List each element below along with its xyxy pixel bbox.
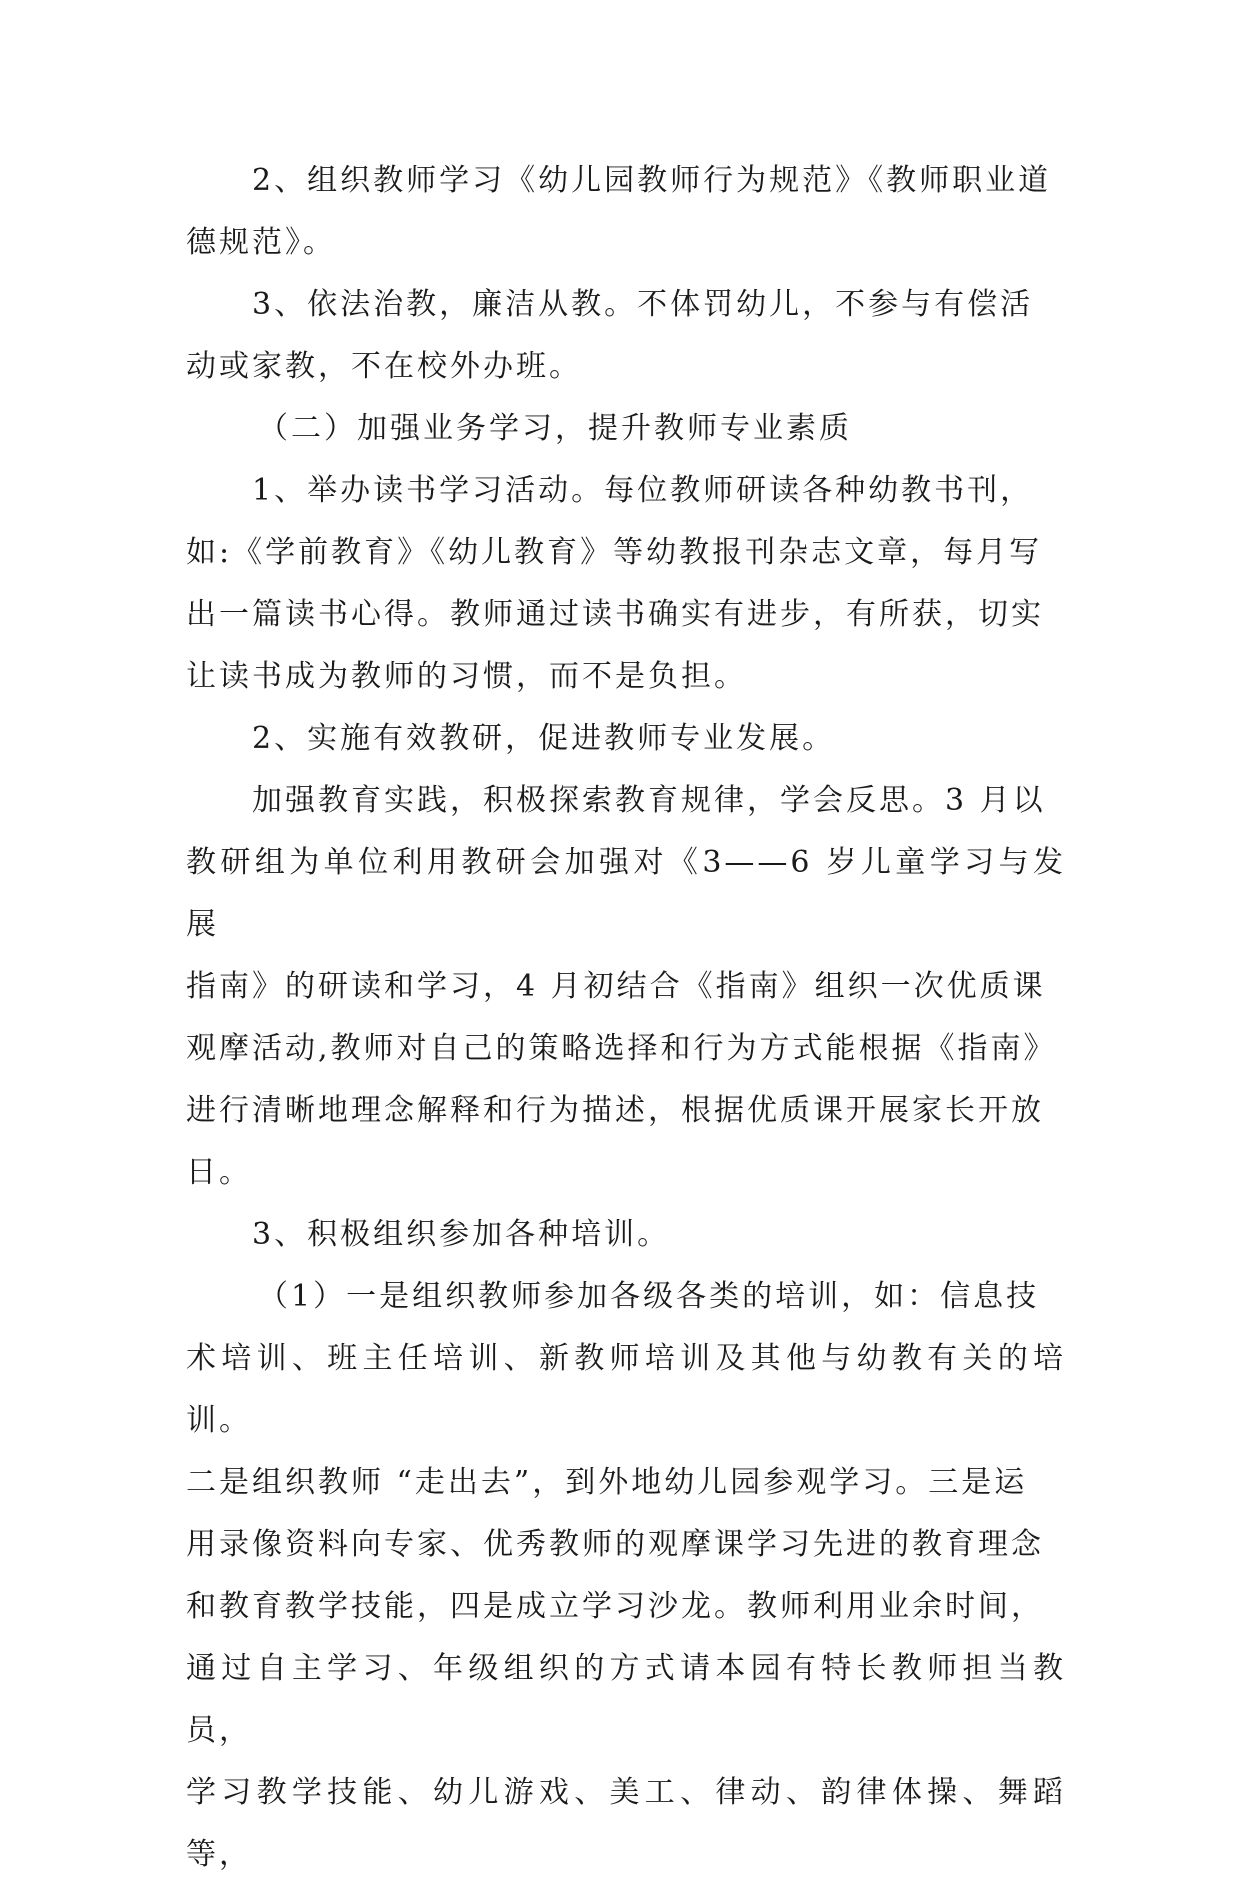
paragraph-2: 3、依法治教，廉洁从教。不体罚幼儿，不参与有偿活 动或家教，不在校外办班。 — [186, 287, 1034, 384]
paragraph-7: （1）一是组织教师参加各级各类的培训，如：信息技 术培训、班主任培训、新教师培训及其他与幼教有关的培训。 二是组织教师 “走出去”，到外地幼儿园参观学习。三是运 用录像资料向专家、优秀教师的观摩课学习先进的教育理念 和教育教学技能，四是成立学习沙龙。教师利用业余时间， 通过自主学习、年级组织的方式请本园有特长教师担当教员， 学习教学技能、幼儿游戏、美工、律动、韵律体操、舞蹈等， — [186, 1279, 1066, 1872]
paragraph-5: 加强教育实践，积极探索教育规律，学会反思。3 月以 教研组为单位利用教研会加强对《3——6 岁儿童学习与发展 指南》的研读和学习，4 月初结合《指南》组织一次优质课 观摩活动,教师对自己的策略选择和行为方式能根据《指南》 进行清晰地理念解释和行为描述，根据优质课开展家长开放 日。 — [186, 783, 1066, 1190]
paragraph-3: 1、举办读书学习活动。每位教师研读各种幼教书刊， 如:《学前教育》《幼儿教育》等幼教报刊杂志文章，每月写 出一篇读书心得。教师通过读书确实有进步，有所获，切实 让读书成为教师的习惯，而不是负担。 — [186, 473, 1044, 694]
paragraph-1: 2、组织教师学习《幼儿园教师行为规范》《教师职业道 德规范》。 — [186, 163, 1052, 260]
document-page — [186, 150, 1066, 1886]
section-heading: （二）加强业务学习，提升教师专业素质 — [258, 411, 852, 446]
paragraph-4: 2、实施有效教研，促进教师专业发展。 — [252, 721, 836, 756]
paragraph-6: 3、积极组织参加各种培训。 — [252, 1217, 671, 1252]
